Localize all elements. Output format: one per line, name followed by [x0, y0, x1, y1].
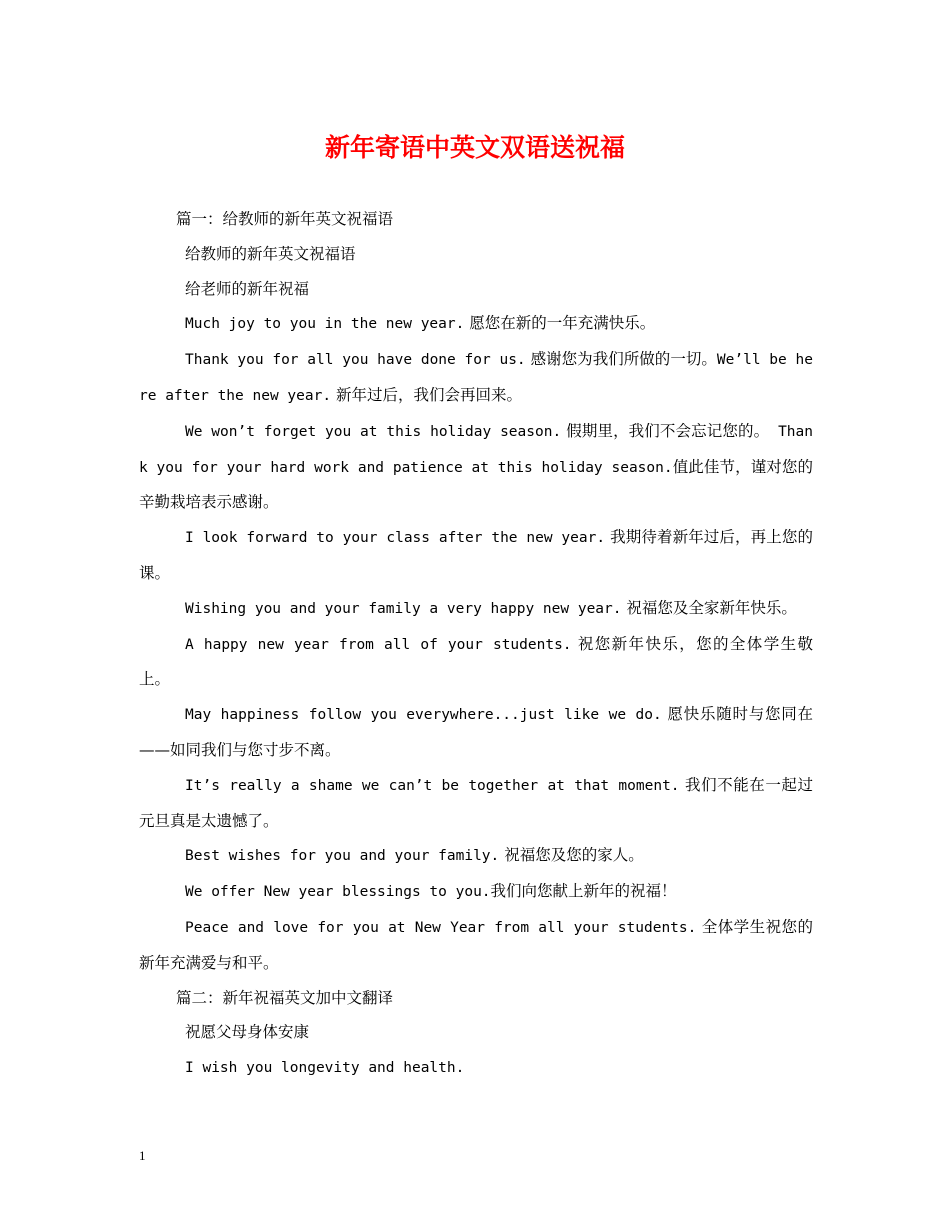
chinese-text: 新年过后，我们会再回来。	[331, 385, 522, 404]
english-text: I wish you longevity and health.	[185, 1060, 465, 1077]
english-text: Thank you for your hard work and patience at this holiday season.	[139, 423, 813, 476]
chinese-text: 值此佳节，谨对您的辛勤栽培表示感谢。	[139, 457, 813, 512]
chinese-text: 我期待着新年过后，再上您的课。	[139, 528, 814, 582]
document-title: 新年寄语中英文双语送祝福	[324, 133, 625, 162]
english-text: A happy new year from all of your students.	[185, 636, 572, 653]
chinese-text: 感谢您为我们所做的一切。	[525, 350, 717, 369]
english-text: We’ll be here after the new year.	[139, 352, 813, 404]
english-text: Peace and love for you at New Year from all your students.	[185, 919, 697, 936]
chinese-text: 祝福您及您的家人。	[499, 846, 644, 865]
section-heading-2: 篇二：新年祝福英文加中文翻译	[176, 988, 394, 1007]
chinese-text: 祝您新年快乐，您的全体学生敬上。	[139, 634, 813, 689]
english-text: We offer New year blessings to you.	[185, 884, 491, 901]
chinese-text: 假期里，我们不会忘记您的。	[561, 421, 770, 440]
english-text: Best wishes for you and your family.	[185, 848, 500, 865]
english-text: Thank you for all you have done for us.	[185, 352, 526, 369]
subtitle-line-2: 给老师的新年祝福	[185, 279, 310, 298]
paragraph	[139, 342, 813, 414]
document-body	[139, 202, 813, 1086]
chinese-text: 愿快乐随时与您同在——如同我们与您寸步不离。	[139, 705, 813, 759]
chinese-text: 我们不能在一起过元旦真是太遗憾了。	[139, 775, 813, 830]
paragraph: 祝愿父母身体安康	[185, 1023, 310, 1042]
paragraph	[139, 874, 813, 910]
subtitle-line: 给教师的新年英文祝福语	[185, 244, 356, 263]
english-text: We won’t forget you at this holiday season.	[185, 423, 562, 440]
chinese-text: 我们向您献上新年的祝福！	[490, 882, 677, 901]
english-text: It’s really a shame we can’t be together at that moment.	[185, 777, 680, 794]
chinese-text: 祝福您及全家新年快乐。	[621, 598, 797, 617]
paragraph	[139, 910, 813, 981]
paragraph	[139, 306, 813, 342]
paragraph	[139, 627, 813, 698]
section-heading-1: 篇一：给教师的新年英文祝福语	[176, 210, 394, 228]
english-text: Wishing you and your family a very happy new year.	[185, 600, 622, 617]
paragraph	[139, 520, 813, 591]
paragraph	[139, 838, 813, 874]
chinese-text: 愿您在新的一年充满快乐。	[464, 314, 656, 333]
english-text: May happiness follow you everywhere...just like we do.	[185, 707, 662, 724]
paragraph	[139, 768, 813, 839]
paragraph	[139, 414, 813, 520]
paragraph	[139, 697, 813, 768]
paragraph	[139, 1050, 813, 1086]
page-number: 1	[139, 1148, 146, 1163]
chinese-text: 全体学生祝您的新年充满爱与和平。	[139, 917, 813, 972]
english-text: I look forward to your class after the new year.	[185, 530, 606, 547]
paragraph	[139, 591, 813, 627]
english-text: Much joy to you in the new year.	[185, 316, 465, 333]
